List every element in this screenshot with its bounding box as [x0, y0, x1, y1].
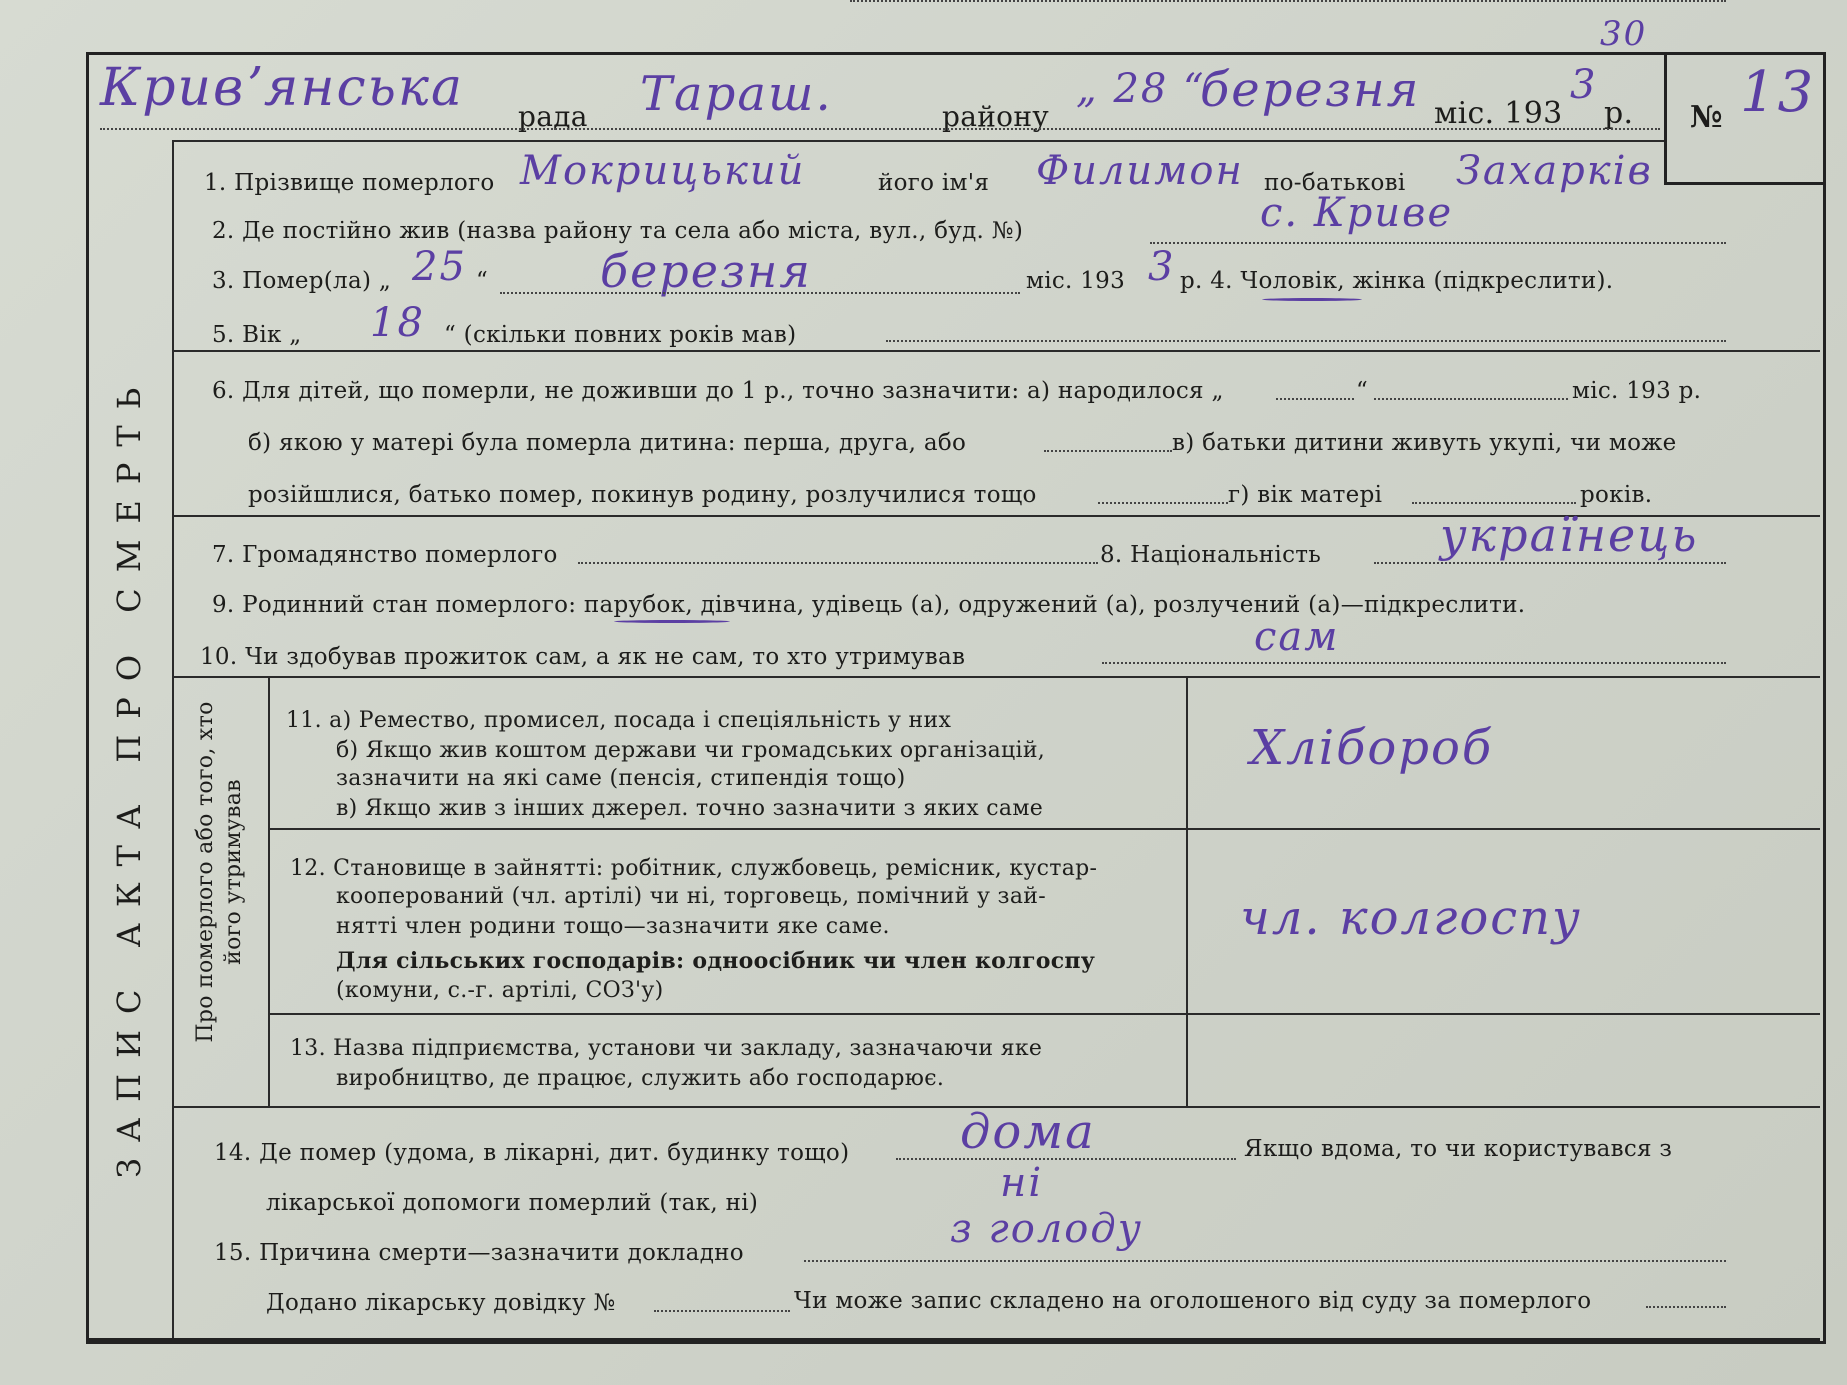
- bachelor-underline: [614, 620, 730, 623]
- f2-handwritten: с. Криве: [1260, 190, 1454, 236]
- male-underline: [1262, 298, 1362, 301]
- f8-label: 8. Національність: [1100, 542, 1322, 568]
- f12-c: нятті член родини тощо—зазначити яке саме.: [336, 914, 890, 939]
- f6-line1: 6. Для дітей, що померли, не доживши до 1 р., точно зазначити: а) народилося „: [212, 378, 1224, 404]
- number-handwritten: 13: [1740, 60, 1816, 125]
- f15-handwritten: з голоду: [950, 1206, 1143, 1252]
- f2-label: 2. Де постійно жив (назва району та села або міста, вул., буд. №): [212, 218, 1024, 244]
- f3-label: 3. Помер(ла) „: [212, 268, 392, 294]
- f6-dots-3: [1044, 450, 1172, 452]
- f14-c: лікарської допомоги померлий (так, ні): [266, 1190, 759, 1216]
- f3-dots: [500, 292, 1020, 294]
- f12-a: 12. Становище в зайнятті: робітник, службовець, ремісник, кустар-: [290, 856, 1098, 881]
- f1-name-handwritten: Филимон: [1036, 148, 1244, 194]
- f8-handwritten: українець: [1440, 508, 1699, 562]
- section-line-5: [268, 1013, 1820, 1015]
- f15-label: 15. Причина смерти—зазначити докладно: [214, 1240, 744, 1266]
- month-label: міс. 193: [1434, 96, 1563, 131]
- f6-line2a: б) якою у матері була померла дитина: перша, друга, або: [248, 430, 967, 456]
- f1-name-label: його ім'я: [878, 170, 990, 196]
- year-suffix: р.: [1604, 96, 1634, 131]
- f6-line3a: розійшлися, батько помер, покинув родину, розлучилися тощо: [248, 482, 1037, 508]
- f6-line1c: міс. 193 р.: [1572, 378, 1702, 404]
- header-dots: [100, 128, 1660, 130]
- f12-b: кооперований (чл. артілі) чи ні, торговець, помічний у зай-: [336, 884, 1046, 909]
- f5-label: 5. Вік „: [212, 322, 302, 348]
- f13-a: 13. Назва підприємства, установи чи закладу, зазначаючи яке: [290, 1036, 1043, 1061]
- f3-year-handwritten: 3: [1148, 244, 1176, 290]
- f3-year-label: міс. 193: [1026, 268, 1126, 294]
- f11-c: в) Якщо жив з інших джерел. точно зазначити з яких саме: [336, 796, 1044, 821]
- form-bottom-line: [86, 1338, 1820, 1342]
- f11-b2: зазначити на які саме (пенсія, стипендія тощо): [336, 766, 906, 791]
- header-bottom-line: [172, 140, 1664, 142]
- f12-e: (комуни, с.-г. артілі, СОЗ'у): [336, 978, 664, 1003]
- f6-dots-4: [1098, 502, 1228, 504]
- f5-handwritten: 18: [370, 300, 425, 346]
- side-subtitle-text: Про померлого або того, хто його утримував: [193, 701, 246, 1043]
- f3-month-handwritten: березня: [600, 244, 812, 298]
- council-handwritten: Кривʼянська: [100, 58, 464, 118]
- f6-line3b: г) вік матері: [1228, 482, 1383, 508]
- answer-column-divider: [1186, 676, 1188, 1106]
- f14-handwritten-2: ні: [1000, 1160, 1044, 1206]
- f1-patr-handwritten: Захарків: [1456, 148, 1653, 194]
- f11-a: 11. а) Ремество, промисел, посада і спеціяльність у них: [286, 708, 952, 733]
- section-line-4: [268, 828, 1820, 830]
- date-day-handwritten: „ 28 “: [1076, 66, 1206, 112]
- side-title: ЗАПИС АКТА ПРО СМЕРТЬ: [110, 371, 148, 1178]
- f3-quote: “: [476, 268, 489, 294]
- side-column-divider: [172, 140, 174, 1340]
- f16-dots: [654, 1310, 790, 1312]
- f3-day-handwritten: 25: [412, 244, 467, 290]
- f1-patr-label: по-батькові: [1264, 170, 1406, 196]
- f16-a: Додано лікарську довідку №: [266, 1290, 616, 1316]
- f1-surname-handwritten: Мокрицький: [520, 148, 806, 194]
- f7-dots: [578, 562, 1098, 564]
- section-line-1: [172, 350, 1820, 352]
- district-label: району: [942, 100, 1050, 133]
- year-handwritten: 3: [1570, 62, 1598, 108]
- f14-handwritten: дома: [960, 1104, 1096, 1160]
- f1-label: 1. Прізвище померлого: [204, 170, 495, 196]
- f11-b: б) Якщо жив коштом держави чи громадських організацій,: [336, 738, 1046, 763]
- f14-dots: [896, 1158, 1236, 1160]
- f10-handwritten: сам: [1254, 614, 1340, 660]
- f7-label: 7. Громадянство померлого: [212, 542, 558, 568]
- f10-label: 10. Чи здобував прожиток сам, а як не сам, то хто утримував: [200, 644, 966, 670]
- f11-handwritten: Хлібороб: [1250, 720, 1494, 776]
- f6-dots-1: [1276, 398, 1354, 400]
- f8-dots: [1374, 562, 1726, 564]
- f5-dots: [886, 340, 1726, 342]
- f14-label: 14. Де помер (удома, в лікарні, дит. будинку тощо): [214, 1140, 850, 1166]
- f6-line3c: років.: [1580, 482, 1653, 508]
- f10-dots: [1102, 662, 1726, 664]
- date-month-handwritten: березня: [1200, 62, 1421, 118]
- f13-b: виробництво, де працює, служить або господарює.: [336, 1066, 945, 1091]
- f6-line1b: “: [1356, 378, 1369, 404]
- f6-dots-2: [1374, 398, 1568, 400]
- f14-dots-2: [850, 0, 1726, 2]
- f16-b: Чи може запис складено на оголошеного від суду за померлого: [794, 1288, 1592, 1314]
- corner-mark-handwritten: 30: [1600, 14, 1648, 54]
- f6-dots-5: [1412, 502, 1576, 504]
- f12-d: Для сільських господарів: одноосібник чи член колгоспу: [336, 948, 1096, 974]
- f15-dots: [804, 1260, 1726, 1262]
- district-handwritten: Тараш.: [640, 66, 833, 122]
- f3-suffix: р. 4. Чоловік, жінка (підкреслити).: [1180, 268, 1614, 294]
- section-line-3: [172, 676, 1820, 678]
- side-subtitle: [192, 682, 248, 1062]
- f6-line2b: в) батьки дитини живуть укупі, чи може: [1172, 430, 1677, 456]
- f12-handwritten: чл. колгоспу: [1240, 890, 1582, 946]
- f2-dots: [1150, 242, 1726, 244]
- f5-suffix: “ (скільки повних років мав): [444, 322, 797, 348]
- f9-label: 9. Родинний стан померлого: парубок, дівчина, удівець (а), одружений (а), розлучений (а)—підкреслити.: [212, 592, 1526, 618]
- f16-dots-2: [1646, 1306, 1726, 1308]
- number-label: №: [1690, 100, 1723, 135]
- side-subcolumn-divider: [268, 676, 270, 1106]
- rada-label: рада: [518, 100, 588, 133]
- f14-b: Якщо вдома, то чи користувався з: [1244, 1136, 1673, 1162]
